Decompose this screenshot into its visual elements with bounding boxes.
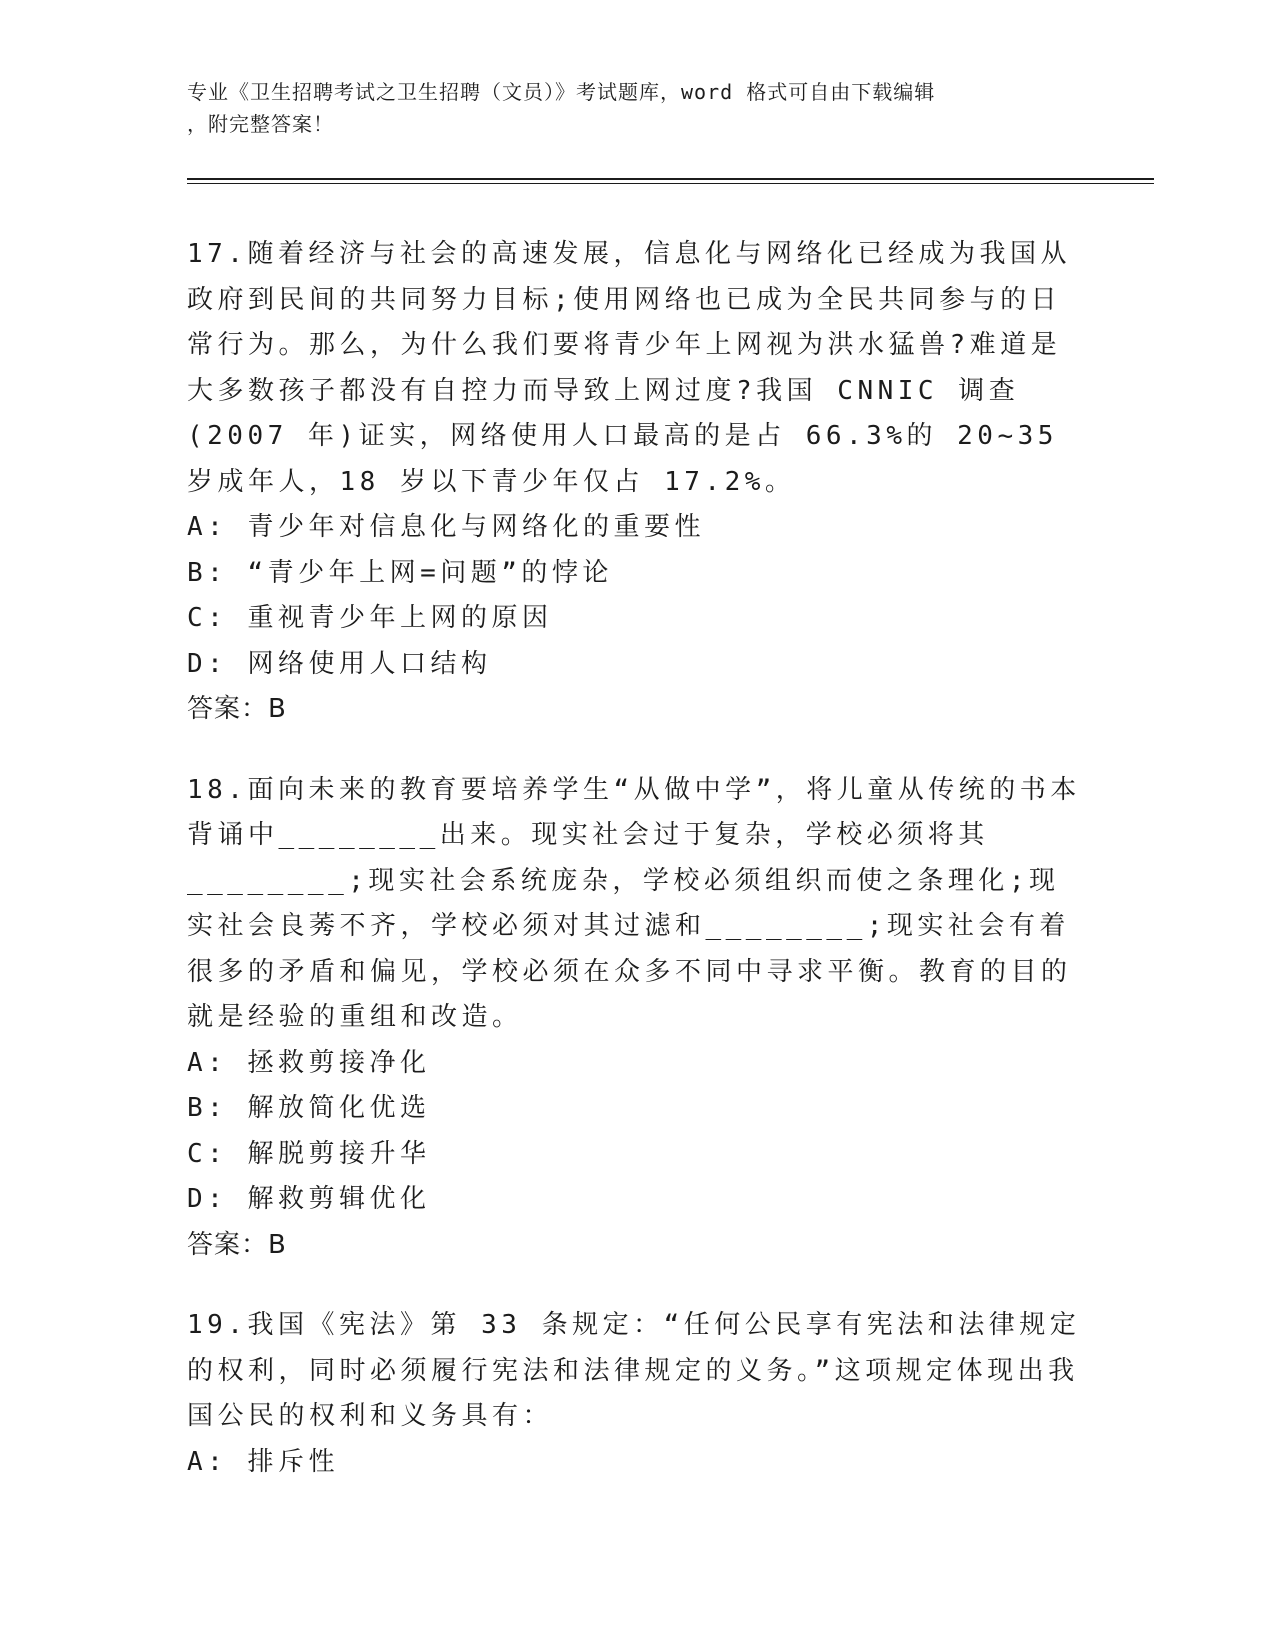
answer-line: 答案：B	[187, 1229, 287, 1260]
question-19	[187, 1303, 1087, 1485]
option-c: C: 解脱剪接升华	[187, 1138, 431, 1169]
option-d: D: 网络使用人口结构	[187, 648, 492, 679]
question-stem: 18.面向未来的教育要培养学生“从做中学”，将儿童从传统的书本背诵中________出来。现实社会过于复杂，学校必须将其________;现实社会系统庞杂，学校必须组织而使之条理化;现实社会良莠不齐，学校必须对其过滤和________;现实社会有着很多的矛盾和偏见，学校必须在众多不同中寻求平衡。教育的目的就是经验的重组和改造。	[187, 774, 1081, 1032]
header-divider-thick	[187, 178, 1154, 180]
question-stem: 17.随着经济与社会的高速发展，信息化与网络化已经成为我国从政府到民间的共同努力目标;使用网络也已成为全民共同参与的日常行为。那么，为什么我们要将青少年上网视为洪水猛兽?难道是大多数孩子都没有自控力而导致上网过度?我国 CNNIC 调查(2007 年)证实，网络使用人口最高的是占 66.3%的 20~35 岁成年人，18 岁以下青少年仅占 17.2%。	[187, 239, 1071, 497]
question-18	[187, 768, 1087, 1269]
header-title-line2: ，附完整答案！	[187, 112, 334, 136]
option-d: D: 解救剪辑优化	[187, 1184, 431, 1214]
question-stem: 19.我国《宪法》第 33 条规定：“任何公民享有宪法和法律规定的权利，同时必须履行宪法和法律规定的义务。”这项规定体现出我国公民的权利和义务具有：	[187, 1310, 1081, 1431]
question-list	[187, 232, 1087, 1520]
option-a: A: 青少年对信息化与网络化的重要性	[187, 512, 705, 542]
header-title-line1: 专业《卫生招聘考试之卫生招聘（文员）》考试题库，word 格式可自由下载编辑	[187, 80, 936, 104]
option-a: A: 排斥性	[187, 1446, 339, 1477]
option-a: A: 拯救剪接净化	[187, 1047, 431, 1078]
answer-line: 答案：B	[187, 694, 287, 724]
option-b: B: “青少年上网=问题”的悖论	[187, 557, 613, 588]
document-header	[187, 76, 1087, 140]
option-c: C: 重视青少年上网的原因	[187, 603, 553, 633]
option-b: B: 解放简化优选	[187, 1093, 431, 1123]
question-17	[187, 232, 1087, 733]
header-divider-thin	[187, 183, 1154, 184]
